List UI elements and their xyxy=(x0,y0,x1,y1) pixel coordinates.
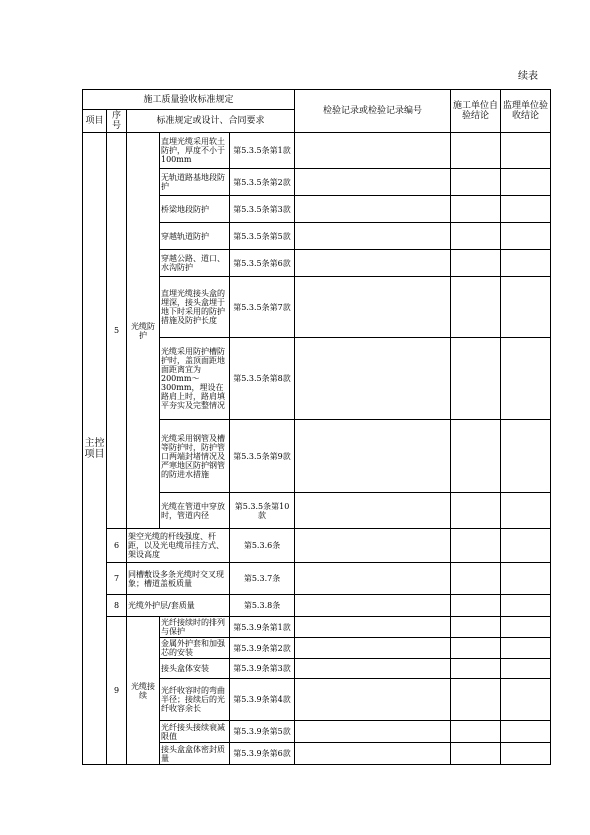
construction-cell[interactable] xyxy=(451,721,501,743)
record-cell[interactable] xyxy=(295,743,451,765)
seq-7: 7 xyxy=(107,563,127,595)
item-col-header: 项目 xyxy=(83,110,107,133)
supervision-cell[interactable] xyxy=(501,223,551,250)
supervision-cell[interactable] xyxy=(501,250,551,277)
supervision-conclusion-header: 监理单位验收结论 xyxy=(501,90,551,133)
requirement-desc: 光缆在管道中穿放时，管道内径 xyxy=(160,493,230,529)
supervision-cell[interactable] xyxy=(501,277,551,338)
requirement-desc: 光纤接头接续衰减限值 xyxy=(160,721,230,743)
supervision-cell[interactable] xyxy=(501,133,551,169)
supervision-cell[interactable] xyxy=(501,529,551,563)
construction-cell[interactable] xyxy=(451,133,501,169)
requirement-desc: 光缆采用钢管及槽等防护时，防护管口两端封堵情况及严寒地区防护钢管的防进水措施 xyxy=(160,420,230,493)
clause-ref: 第5.3.9条第6款 xyxy=(230,743,295,765)
record-cell[interactable] xyxy=(295,420,451,493)
requirement-desc: 穿越轨道防护 xyxy=(160,223,230,250)
record-cell[interactable] xyxy=(295,638,451,659)
construction-cell[interactable] xyxy=(451,277,501,338)
supervision-cell[interactable] xyxy=(501,196,551,223)
clause-ref: 第5.3.5条第6款 xyxy=(230,250,295,277)
construction-cell[interactable] xyxy=(451,196,501,223)
record-cell[interactable] xyxy=(295,169,451,196)
clause-ref: 第5.3.5条第10款 xyxy=(230,493,295,529)
acceptance-table xyxy=(82,89,551,765)
construction-cell[interactable] xyxy=(451,420,501,493)
construction-cell[interactable] xyxy=(451,169,501,196)
requirement-desc: 架空光缆的杆线强度、杆距，以及光电缆吊挂方式、架设高度 xyxy=(127,529,230,563)
requirement-desc: 直埋光缆接头盒的埋深，接头盒埋于地下时采用的防护措施及防护长度 xyxy=(160,277,230,338)
seq-9: 9 xyxy=(107,617,127,765)
record-cell[interactable] xyxy=(295,250,451,277)
requirement-desc: 接头盒盒体密封质量 xyxy=(160,743,230,765)
construction-conclusion-header: 施工单位自验结论 xyxy=(451,90,501,133)
clause-ref: 第5.3.5条第8款 xyxy=(230,338,295,420)
requirement-desc: 光缆采用防护槽防护时，盖顶面距地面距离宜为200mm～300mm，埋设在路肩上时，路肩填平夯实及完整情况 xyxy=(160,338,230,420)
clause-ref: 第5.3.9条第1款 xyxy=(230,617,295,638)
supervision-cell[interactable] xyxy=(501,493,551,529)
clause-ref: 第5.3.9条第3款 xyxy=(230,659,295,679)
supervision-cell[interactable] xyxy=(501,638,551,659)
record-cell[interactable] xyxy=(295,721,451,743)
supervision-cell[interactable] xyxy=(501,169,551,196)
clause-ref: 第5.3.9条第5款 xyxy=(230,721,295,743)
construction-cell[interactable] xyxy=(451,679,501,721)
continued-label: 续表 xyxy=(518,71,538,82)
clause-ref: 第5.3.5条第9款 xyxy=(230,420,295,493)
supervision-cell[interactable] xyxy=(501,563,551,595)
requirement-desc: 光纤收容时的弯曲半径；接续后的光纤收容余长 xyxy=(160,679,230,721)
record-cell[interactable] xyxy=(295,133,451,169)
requirement-desc: 同槽敷设多条光缆时交叉现象；槽道盖板质量 xyxy=(127,563,230,595)
clause-ref: 第5.3.6条 xyxy=(230,529,295,563)
seq-col-header: 序号 xyxy=(107,110,127,133)
construction-cell[interactable] xyxy=(451,743,501,765)
record-cell[interactable] xyxy=(295,679,451,721)
category-label: 主控项目 xyxy=(83,133,107,765)
record-cell[interactable] xyxy=(295,493,451,529)
group-5-name: 光缆防护 xyxy=(127,133,160,529)
requirement-desc: 接头盒体安装 xyxy=(160,659,230,679)
construction-cell[interactable] xyxy=(451,617,501,638)
record-cell[interactable] xyxy=(295,223,451,250)
seq-5: 5 xyxy=(107,133,127,529)
record-cell[interactable] xyxy=(295,659,451,679)
record-cell[interactable] xyxy=(295,617,451,638)
construction-cell[interactable] xyxy=(451,338,501,420)
requirement-desc: 光缆外护层/套质量 xyxy=(127,595,230,617)
supervision-cell[interactable] xyxy=(501,338,551,420)
requirement-desc: 直埋光缆采用软土防护，厚度不小于100mm xyxy=(160,133,230,169)
supervision-cell[interactable] xyxy=(501,595,551,617)
clause-ref: 第5.3.5条第5款 xyxy=(230,223,295,250)
construction-cell[interactable] xyxy=(451,529,501,563)
supervision-cell[interactable] xyxy=(501,743,551,765)
requirement-desc: 金属外护套和加强芯的安装 xyxy=(160,638,230,659)
record-cell[interactable] xyxy=(295,595,451,617)
requirement-desc: 桥梁地段防护 xyxy=(160,196,230,223)
record-cell[interactable] xyxy=(295,529,451,563)
record-cell[interactable] xyxy=(295,277,451,338)
record-cell[interactable] xyxy=(295,338,451,420)
standard-title: 施工质量验收标准规定 xyxy=(83,90,295,110)
clause-ref: 第5.3.7条 xyxy=(230,563,295,595)
clause-ref: 第5.3.5条第7款 xyxy=(230,277,295,338)
construction-cell[interactable] xyxy=(451,250,501,277)
clause-ref: 第5.3.8条 xyxy=(230,595,295,617)
clause-ref: 第5.3.9条第2款 xyxy=(230,638,295,659)
clause-ref: 第5.3.5条第3款 xyxy=(230,196,295,223)
requirement-col-header: 标准规定或设计、合同要求 xyxy=(127,110,295,133)
record-title: 检验记录或检验记录编号 xyxy=(295,90,451,133)
supervision-cell[interactable] xyxy=(501,617,551,638)
supervision-cell[interactable] xyxy=(501,420,551,493)
group-9-name: 光缆接续 xyxy=(127,617,160,765)
construction-cell[interactable] xyxy=(451,595,501,617)
construction-cell[interactable] xyxy=(451,638,501,659)
clause-ref: 第5.3.5条第1款 xyxy=(230,133,295,169)
requirement-desc: 光纤接续时的排列与保护 xyxy=(160,617,230,638)
requirement-desc: 无轨道路基地段防护 xyxy=(160,169,230,196)
supervision-cell[interactable] xyxy=(501,721,551,743)
construction-cell[interactable] xyxy=(451,493,501,529)
seq-6: 6 xyxy=(107,529,127,563)
requirement-desc: 穿越公路、道口、水沟防护 xyxy=(160,250,230,277)
clause-ref: 第5.3.9条第4款 xyxy=(230,679,295,721)
construction-cell[interactable] xyxy=(451,223,501,250)
construction-cell[interactable] xyxy=(451,659,501,679)
seq-8: 8 xyxy=(107,595,127,617)
record-cell[interactable] xyxy=(295,563,451,595)
clause-ref: 第5.3.5条第2款 xyxy=(230,169,295,196)
construction-cell[interactable] xyxy=(451,563,501,595)
supervision-cell[interactable] xyxy=(501,679,551,721)
supervision-cell[interactable] xyxy=(501,659,551,679)
record-cell[interactable] xyxy=(295,196,451,223)
